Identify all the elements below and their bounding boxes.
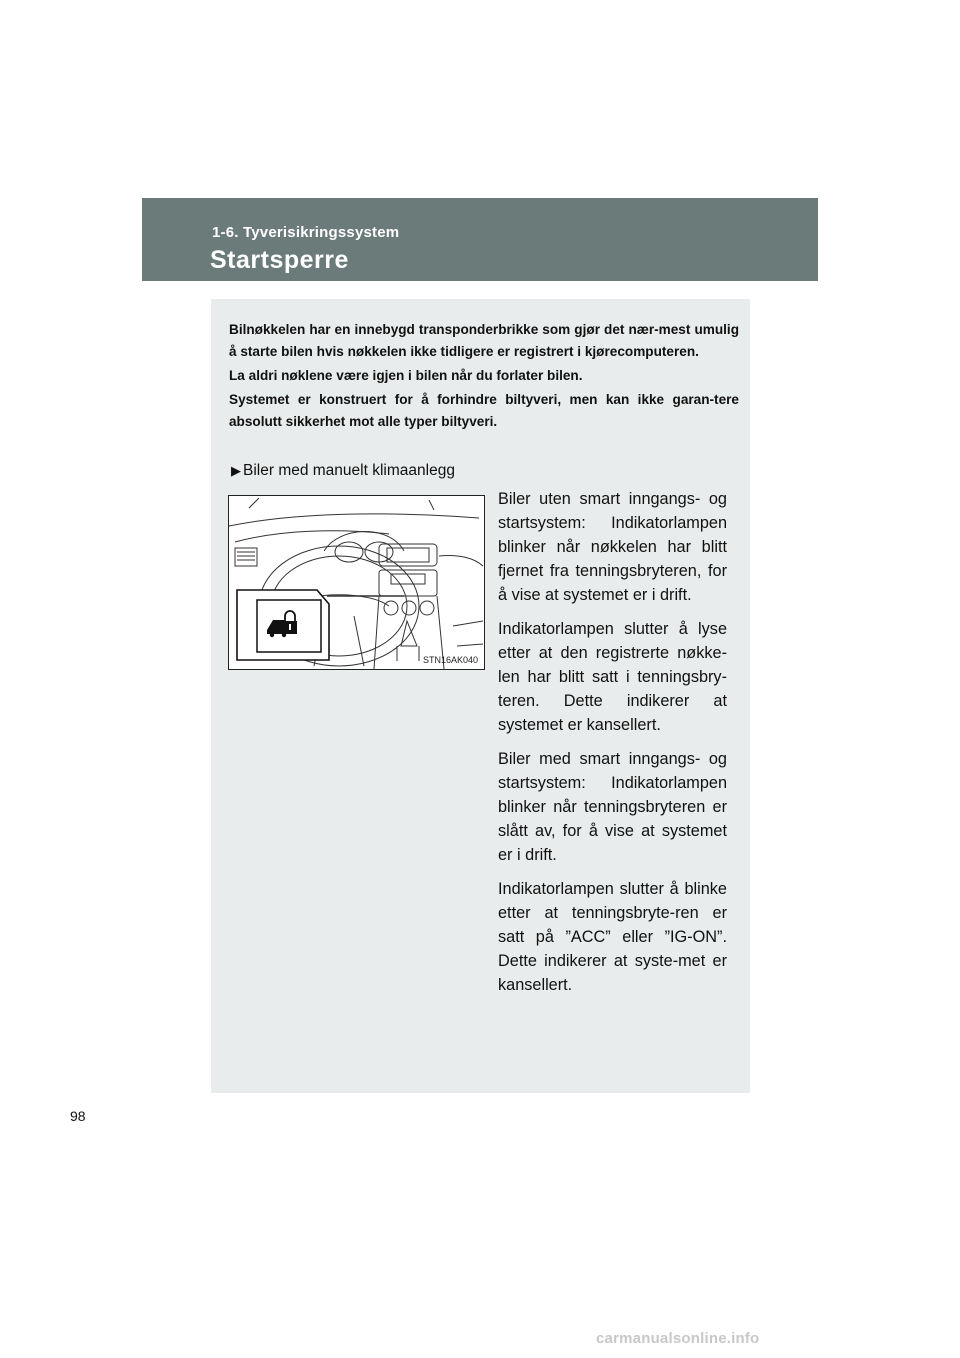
- page-number: 98: [70, 1108, 86, 1124]
- intro-text: [229, 319, 739, 433]
- chapter-header: [142, 198, 818, 281]
- body-text: [498, 487, 727, 1007]
- intro-paragraph: Systemet er konstruert for å forhindre biltyveri, men kan ikke garan-tere absolutt sikkerhet mot alle typer biltyveri.: [229, 392, 739, 429]
- intro-paragraph: La aldri nøklene være igjen i bilen når du forlater bilen.: [229, 368, 583, 383]
- variant-heading: [231, 461, 455, 481]
- triangle-right-icon: ▶: [231, 463, 241, 478]
- dashboard-illustration: [228, 495, 485, 670]
- watermark: carmanualsonline.info: [596, 1330, 760, 1347]
- section-label: 1-6. Tyverisikringssystem: [212, 224, 400, 241]
- body-paragraph: Indikatorlampen slutter å blinke etter at tenningsbryte-ren er satt på ”ACC” eller ”IG-ON”. Dette indikerer at syste-met er kansellert.: [498, 880, 727, 994]
- dashboard-drawing: [229, 496, 484, 669]
- page-title: Startsperre: [210, 246, 349, 274]
- figure-id: STN16AK040: [422, 655, 478, 665]
- body-paragraph: Biler med smart inngangs- og startsystem: Indikatorlampen blinker når tenningsbryteren er slått av, for å vise at systemet er i drift.: [498, 750, 727, 864]
- variant-label: Biler med manuelt klimaanlegg: [243, 462, 455, 479]
- intro-paragraph: Bilnøkkelen har en innebygd transponderbrikke som gjør det nær-mest umulig å starte bilen hvis nøkkelen ikke tidligere er registrert i kjørecomputeren.: [229, 322, 739, 359]
- content-panel: [211, 299, 750, 1093]
- body-paragraph: Indikatorlampen slutter å lyse etter at den registrerte nøkke-len har blitt satt i tenningsbry-teren. Dette indikerer at systemet er kansellert.: [498, 620, 727, 734]
- body-paragraph: Biler uten smart inngangs- og startsystem: Indikatorlampen blinker når nøkkelen har blitt fjernet fra tenningsbryteren, for å vise at systemet er i drift.: [498, 490, 727, 604]
